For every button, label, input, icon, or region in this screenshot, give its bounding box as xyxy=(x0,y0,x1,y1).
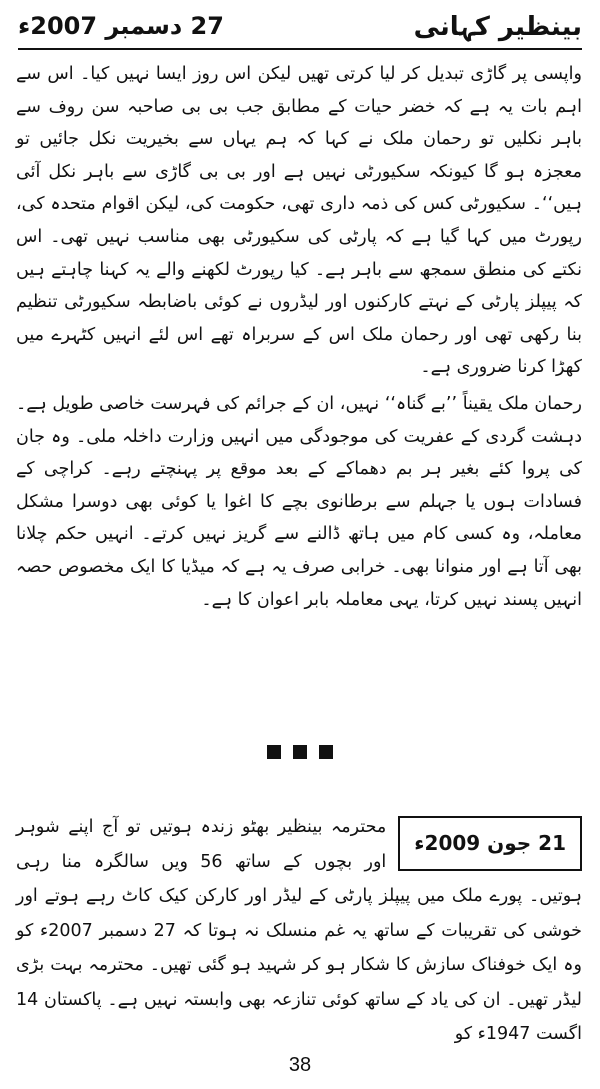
dated-entry xyxy=(16,810,582,1052)
separator-square-icon xyxy=(319,745,333,759)
header-date: 27 دسمبر 2007ء xyxy=(18,12,224,40)
page-number: 38 xyxy=(288,1054,312,1076)
paragraph: واپسی پر گاڑی تبدیل کر لیا کرتی تھیں لیکن اس روز ایسا نہیں کیا۔ اس سے اہم بات یہ ہے کہ خضر حیات کے مطابق جب بی بی صاحبہ سن روف سے باہر نکلیں تو رحمان ملک نے کہا کہ ہم یہاں سے بخیریت نکل جائیں تو معجزہ ہو گا کیونکہ سکیورٹی نہیں ہے اور بی بی گاڑی سے باہر نکل آئی ہیں‘‘۔ سکیورٹی کس کی ذمہ داری تھی، حکومت کی، لیکن اقوام متحدہ کی، رپورٹ میں کہا گیا ہے کہ پارٹی کی سکیورٹی بھی مناسب نہیں تھی۔ اس نکتے کی منطق سمجھ سے باہر ہے۔ کیا رپورٹ لکھنے والے یہ کہنا چاہتے ہیں کہ پیپلز پارٹی کے نہتے کارکنوں اور لیڈروں نے کوئی باضابطہ سکیورٹی تنظیم بنا رکھی تھی اور رحمان ملک اس کے سربراہ تھے اس لئے انہیں کٹہرے میں کھڑا کرنا ضروری ہے۔ xyxy=(16,64,582,378)
entry-date-box: 21 جون 2009ء xyxy=(398,816,582,871)
entry-text: محترمہ بینظیر بھٹو زندہ ہوتیں تو آج اپنے شوہر اور بچوں کے ساتھ 56 ویں سالگرہ منا رہی ہوتیں۔ پورے ملک میں پیپلز پارٹی کے لیڈر اور کارکن کیک کاٹ رہے ہوتے اور خوشی کی تقریبات کے ساتھ یہ غم منسلک نہ ہوتا کہ 27 دسمبر 2007ء کو وہ ایک خوفناک سازش کا شکار ہو کر شہید ہو گئی تھیں۔ محترمہ بہت بڑی لیڈر تھیں۔ ان کی یاد کے ساتھ کوئی تنازعہ بھی وابستہ نہیں ہے۔ پاکستان 14 اگست 1947ء کو xyxy=(16,817,582,1044)
separator-square-icon xyxy=(293,745,307,759)
article-body xyxy=(16,58,582,620)
page-header xyxy=(18,8,582,50)
book-title: بینظیر کہانی xyxy=(413,12,582,42)
paragraph: رحمان ملک یقیناً ’’بے گناہ‘‘ نہیں، ان کے جرائم کی فہرست خاصی طویل ہے۔ دہشت گردی کے عفریت کی موجودگی میں انہیں وزارت داخلہ ملی۔ وہ جان کی پروا کئے بغیر ہر بم دھماکے کے بعد موقع پر پہنچتے رہے۔ کراچی کے فسادات ہوں یا جہلم سے برطانوی بچے کا اغوا یا کوئی بھی دوسرا مشکل معاملہ، وہ کسی کام میں ہاتھ ڈالنے سے گریز نہیں کرتے۔ انہیں حکم چلانا بھی آتا ہے اور منوانا بھی۔ خرابی صرف یہ ہے کہ میڈیا کا ایک مخصوص حصہ انہیں پسند نہیں کرتا، یہی معاملہ بابر اعوان کا ہے۔ xyxy=(16,393,582,610)
section-separator xyxy=(0,732,600,767)
separator-square-icon xyxy=(267,745,281,759)
